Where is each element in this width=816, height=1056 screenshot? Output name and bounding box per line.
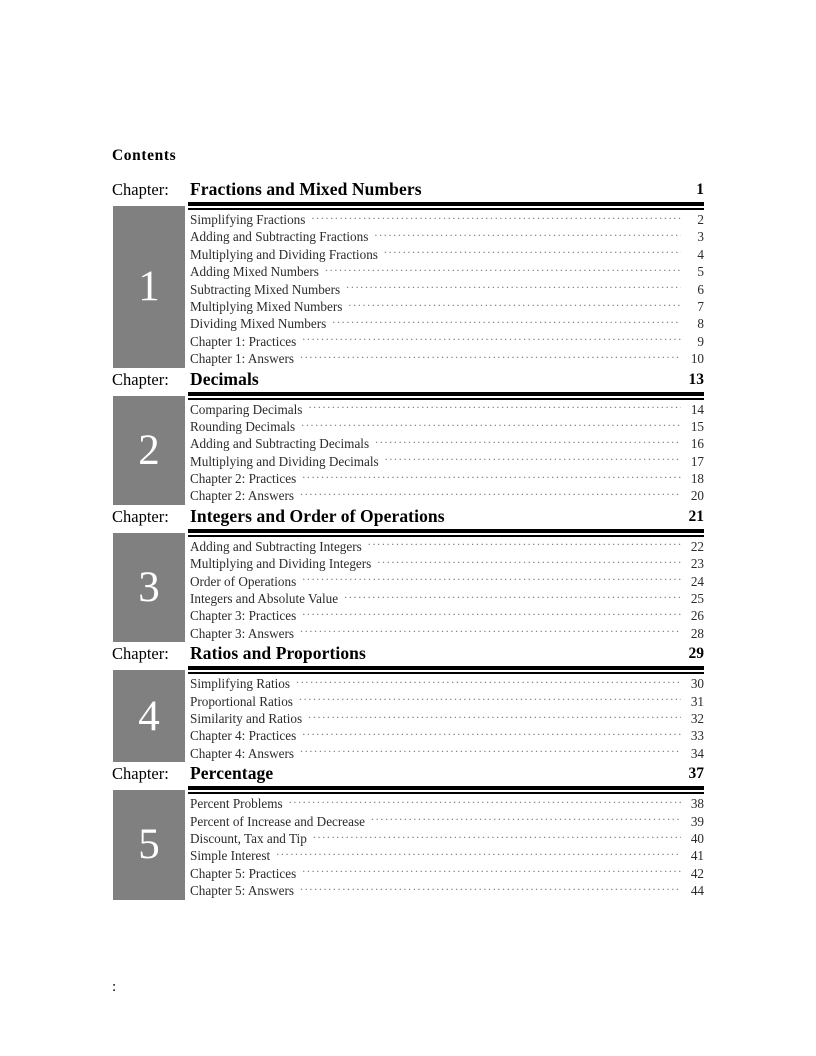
chapter-heading-row[interactable]: [112, 642, 704, 666]
toc-entry-title: Adding and Subtracting Decimals: [190, 436, 370, 452]
toc-entry[interactable]: [190, 470, 704, 487]
toc-entry-title: Chapter 2: Answers: [190, 488, 295, 504]
toc-entry[interactable]: [190, 882, 704, 899]
toc-entry-page-number: 4: [697, 246, 704, 262]
toc-entry-leader-dots: [302, 471, 681, 483]
chapter-label: Chapter:: [112, 764, 169, 784]
toc-entry-leader-dots: [302, 574, 681, 586]
toc-entry[interactable]: [190, 228, 704, 245]
toc-entry-page-number: 26: [690, 608, 704, 624]
toc-entry[interactable]: [190, 211, 704, 228]
chapter-title[interactable]: Decimals: [190, 368, 259, 389]
toc-entry-leader-dots: [375, 436, 681, 448]
toc-entry-title: Simplifying Ratios: [190, 676, 291, 692]
toc-entry-leader-dots: [300, 883, 681, 895]
chapter-entries-area: [112, 202, 704, 368]
toc-entry-title: Multiplying and Dividing Integers: [190, 556, 372, 572]
toc-entry-page-number: 16: [690, 436, 704, 452]
toc-entry-page-number: 6: [697, 281, 704, 297]
toc-entry[interactable]: [190, 246, 704, 263]
chapter-label: Chapter:: [112, 180, 169, 199]
chapter-page-number: 13: [688, 370, 704, 388]
toc-entry-page-number: 14: [690, 401, 704, 417]
toc-entry[interactable]: [190, 538, 704, 555]
toc-entry[interactable]: [190, 813, 704, 830]
toc-entry-title: Proportional Ratios: [190, 693, 293, 709]
toc-entry-page-number: 39: [690, 813, 704, 829]
toc-entry-page-number: 30: [690, 676, 704, 692]
chapter-entries-area: [112, 392, 704, 505]
chapter-page-number: 1: [696, 181, 704, 198]
toc-entry-title: Chapter 4: Practices: [190, 728, 297, 744]
toc-entry-title: Discount, Tax and Tip: [190, 830, 307, 846]
toc-entry-page-number: 17: [690, 453, 704, 469]
toc-entry[interactable]: [190, 607, 704, 624]
chapter-heading-row[interactable]: [112, 178, 704, 202]
toc-entry-page-number: 5: [697, 264, 704, 280]
toc-entry-leader-dots: [332, 316, 681, 328]
toc-entry[interactable]: [190, 830, 704, 847]
toc-entry-page-number: 28: [690, 625, 704, 641]
toc-entry-leader-dots: [276, 848, 681, 860]
toc-entry-leader-dots: [301, 419, 681, 431]
toc-entry[interactable]: [190, 263, 704, 280]
toc-entry-leader-dots: [302, 866, 681, 878]
chapter-entry-list: [190, 211, 704, 368]
chapter-number-tile: 3: [113, 533, 185, 642]
toc-entry-leader-dots: [302, 608, 681, 620]
toc-entry[interactable]: [190, 435, 704, 452]
toc-entry-page-number: 38: [690, 796, 704, 812]
toc-entry[interactable]: [190, 418, 704, 435]
chapter-number-tile: 5: [113, 790, 185, 899]
toc-entry-leader-dots: [344, 591, 681, 603]
toc-entry[interactable]: [190, 350, 704, 367]
toc-entry-leader-dots: [289, 796, 681, 808]
toc-entry-title: Simple Interest: [190, 848, 271, 864]
chapter-entry-list: [190, 538, 704, 642]
toc-entry-title: Subtracting Mixed Numbers: [190, 281, 341, 297]
toc-entry-page-number: 41: [690, 848, 704, 864]
toc-entry-leader-dots: [368, 539, 681, 551]
chapter-block: [112, 642, 704, 762]
toc-entry-leader-dots: [302, 728, 681, 740]
toc-entry-title: Chapter 3: Practices: [190, 608, 297, 624]
chapter-entries-area: [112, 666, 704, 762]
toc-entry-leader-dots: [385, 454, 681, 466]
toc-entry-title: Chapter 1: Answers: [190, 351, 295, 367]
toc-entry-title: Multiplying Mixed Numbers: [190, 298, 343, 314]
toc-entry-page-number: 23: [690, 556, 704, 572]
toc-entry-title: Percent Problems: [190, 796, 283, 812]
toc-entry-leader-dots: [313, 831, 681, 843]
toc-entry-page-number: 20: [690, 488, 704, 504]
toc-entry-leader-dots: [300, 746, 681, 758]
chapter-page-number: 21: [688, 507, 704, 525]
toc-entry-page-number: 33: [690, 728, 704, 744]
toc-entry-leader-dots: [300, 351, 681, 363]
toc-entry-page-number: 31: [690, 693, 704, 709]
chapter-label: Chapter:: [112, 506, 169, 526]
toc-entry-leader-dots: [384, 247, 681, 259]
toc-entry-title: Multiplying and Dividing Decimals: [190, 453, 379, 469]
chapter-block: [112, 178, 704, 368]
toc-entry-page-number: 15: [690, 418, 704, 434]
chapter-entry-list: [190, 401, 704, 505]
toc-entry-page-number: 10: [690, 351, 704, 367]
toc-entry-page-number: 44: [690, 883, 704, 899]
toc-entry[interactable]: [190, 745, 704, 762]
toc-entry-title: Chapter 4: Answers: [190, 745, 295, 761]
toc-entry[interactable]: [190, 710, 704, 727]
toc-entry[interactable]: [190, 298, 704, 315]
toc-entry-page-number: 22: [690, 538, 704, 554]
page-title: Contents: [112, 147, 177, 164]
chapter-block: [112, 505, 704, 642]
toc-entry-page-number: 25: [690, 591, 704, 607]
chapter-entries-area: [112, 786, 704, 899]
toc-entry-page-number: 42: [690, 865, 704, 881]
toc-entry[interactable]: [190, 453, 704, 470]
toc-entry[interactable]: [190, 693, 704, 710]
toc-entry-title: Chapter 5: Practices: [190, 865, 297, 881]
toc-entry-leader-dots: [371, 814, 681, 826]
toc-entry[interactable]: [190, 795, 704, 812]
toc-entry-leader-dots: [325, 264, 681, 276]
toc-entry-leader-dots: [300, 626, 681, 638]
toc-entry[interactable]: [190, 865, 704, 882]
toc-entry[interactable]: [190, 487, 704, 504]
toc-entry-title: Integers and Absolute Value: [190, 591, 339, 607]
toc-entry[interactable]: [190, 727, 704, 744]
toc-entry-leader-dots: [374, 229, 681, 241]
toc-entry-page-number: 2: [697, 212, 704, 227]
toc-entry[interactable]: [190, 847, 704, 864]
chapter-title[interactable]: Percentage: [190, 763, 274, 784]
toc-entry-title: Chapter 1: Practices: [190, 333, 297, 349]
toc-entry-leader-dots: [296, 676, 681, 688]
toc-entry-title: Chapter 2: Practices: [190, 471, 297, 487]
toc-entry-page-number: 18: [690, 471, 704, 487]
toc-entry-page-number: 9: [697, 333, 704, 349]
toc-entry-title: Rounding Decimals: [190, 418, 296, 434]
toc-entry-page-number: 7: [697, 298, 704, 314]
toc-entry-title: Simplifying Fractions: [190, 212, 306, 227]
toc-entry-page-number: 8: [697, 316, 704, 332]
chapter-entry-list: [190, 795, 704, 899]
toc-entry-page-number: 24: [690, 573, 704, 589]
toc-entry-title: Chapter 3: Answers: [190, 625, 295, 641]
toc-entry-leader-dots: [308, 711, 681, 723]
chapter-number-tile: 4: [113, 670, 185, 762]
chapter-block: [112, 762, 704, 899]
chapter-title[interactable]: Ratios and Proportions: [190, 643, 366, 664]
chapter-page-number: 29: [688, 645, 704, 663]
toc-entry[interactable]: [190, 590, 704, 607]
chapter-entries-area: [112, 529, 704, 642]
toc-entry[interactable]: [190, 555, 704, 572]
table-of-contents: [112, 178, 704, 900]
chapter-entry-list: [190, 675, 704, 762]
toc-entry[interactable]: [190, 333, 704, 350]
toc-entry-title: Adding and Subtracting Fractions: [190, 229, 369, 245]
toc-entry-leader-dots: [308, 402, 681, 414]
chapter-heading-row[interactable]: [112, 762, 704, 786]
toc-entry-leader-dots: [302, 334, 681, 346]
footer-mark: :: [112, 979, 117, 995]
toc-entry-leader-dots: [300, 488, 681, 500]
toc-entry-title: Comparing Decimals: [190, 401, 303, 417]
toc-entry[interactable]: [190, 315, 704, 332]
chapter-heading-row[interactable]: [112, 368, 704, 392]
toc-entry-page-number: 32: [690, 710, 704, 726]
chapter-number-tile: 2: [113, 396, 185, 505]
toc-entry-page-number: 40: [690, 830, 704, 846]
toc-entry-title: Similarity and Ratios: [190, 710, 303, 726]
toc-entry-leader-dots: [346, 282, 681, 294]
chapter-block: [112, 368, 704, 505]
chapter-heading-row[interactable]: [112, 505, 704, 529]
toc-entry-leader-dots: [377, 556, 681, 568]
toc-entry-title: Order of Operations: [190, 573, 297, 589]
toc-entry[interactable]: [190, 573, 704, 590]
toc-entry-page-number: 3: [697, 229, 704, 245]
toc-entry-title: Chapter 5: Answers: [190, 883, 295, 899]
toc-entry[interactable]: [190, 281, 704, 298]
toc-entry-leader-dots: [348, 299, 681, 311]
toc-entry-title: Adding Mixed Numbers: [190, 264, 319, 280]
toc-entry-title: Dividing Mixed Numbers: [190, 316, 327, 332]
toc-entry[interactable]: [190, 625, 704, 642]
chapter-title[interactable]: Integers and Order of Operations: [190, 505, 445, 526]
toc-entry-page-number: 34: [690, 745, 704, 761]
toc-entry[interactable]: [190, 401, 704, 418]
toc-entry[interactable]: [190, 675, 704, 692]
chapter-label: Chapter:: [112, 644, 169, 664]
chapter-page-number: 37: [688, 765, 704, 783]
chapter-title[interactable]: Fractions and Mixed Numbers: [190, 179, 422, 199]
toc-entry-title: Multiplying and Dividing Fractions: [190, 246, 378, 262]
toc-entry-title: Adding and Subtracting Integers: [190, 538, 362, 554]
chapter-number-tile: 1: [113, 206, 185, 368]
toc-entry-title: Percent of Increase and Decrease: [190, 813, 365, 829]
chapter-label: Chapter:: [112, 369, 169, 389]
toc-entry-leader-dots: [311, 212, 681, 224]
toc-entry-leader-dots: [299, 694, 681, 706]
